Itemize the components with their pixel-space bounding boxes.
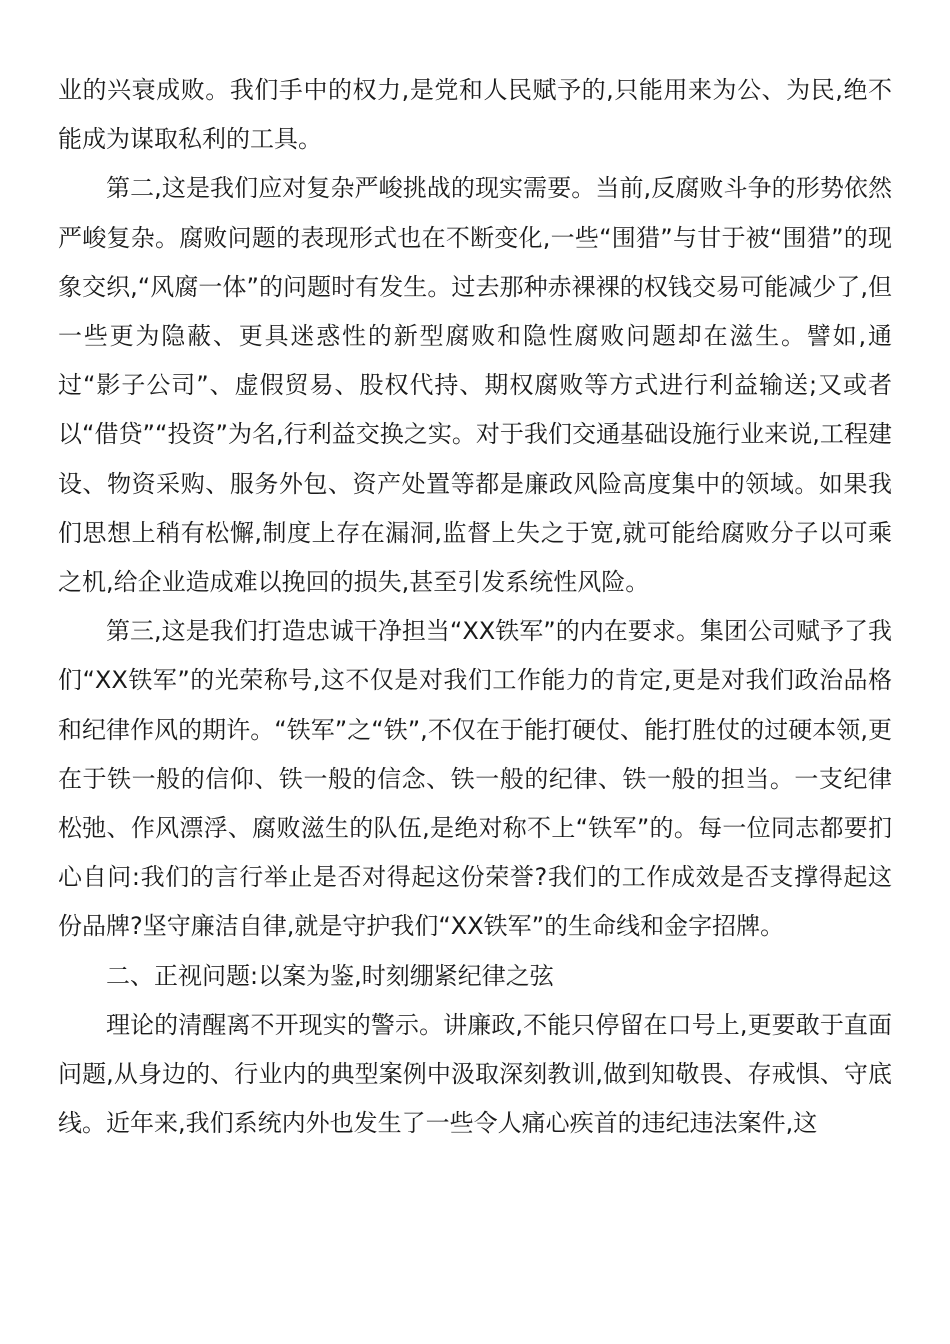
paragraph-second-point: 第二,这是我们应对复杂严峻挑战的现实需要。当前,反腐败斗争的形势依然严峻复杂。腐败问题的表现形式也在不断变化,一些“围猎”与甘于被“围猎”的现象交织,“风腐一体”的问题时有发生。过去那种赤裸裸的权钱交易可能减少了,但一些更为隐蔽、更具迷惑性的新型腐败和隐性腐败问题却在滋生。譬如,通过“影子公司”、虚假贸易、股权代持、期权腐败等方式进行利益输送;又或者以“借贷”“投资”为名,行利益交换之实。对于我们交通基础设施行业来说,工程建设、物资采购、服务外包、资产处置等都是廉政风险高度集中的领域。如果我们思想上稍有松懈,制度上存在漏洞,监督上失之于宽,就可能给腐败分子以可乘之机,给企业造成难以挽回的损失,甚至引发系统性风险。	[58, 174, 892, 597]
section-heading: 二、正视问题:以案为鉴,时刻绷紧纪律之弦	[106, 961, 554, 990]
paragraph-third-point: 第三,这是我们打造忠诚干净担当“XX铁军”的内在要求。集团公司赋予了我们“XX铁军”的光荣称号,这不仅是对我们工作能力的肯定,更是对我们政治品格和纪律作风的期许。“铁军”之“铁”,不仅在于能打硬仗、能打胜仗的过硬本领,更在于铁一般的信仰、铁一般的信念、铁一般的纪律、铁一般的担当。一支纪律松弛、作风漂浮、腐败滋生的队伍,是绝对称不上“铁军”的。每一位同志都要扪心自问:我们的言行举止是否对得起这份荣誉?我们的工作成效是否支撑得起这份品牌?坚守廉洁自律,就是守护我们“XX铁军”的生命线和金字招牌。	[58, 617, 892, 941]
paragraph-continuation: 业的兴衰成败。我们手中的权力,是党和人民赋予的,只能用来为公、为民,绝不能成为谋取私利的工具。	[58, 76, 892, 154]
document-page	[58, 66, 892, 1148]
paragraph-closing: 理论的清醒离不开现实的警示。讲廉政,不能只停留在口号上,更要敢于直面问题,从身边的、行业内的典型案例中汲取深刻教训,做到知敬畏、存戒惧、守底线。近年来,我们系统内外也发生了一些令人痛心疾首的违纪违法案件,这	[58, 1010, 892, 1138]
